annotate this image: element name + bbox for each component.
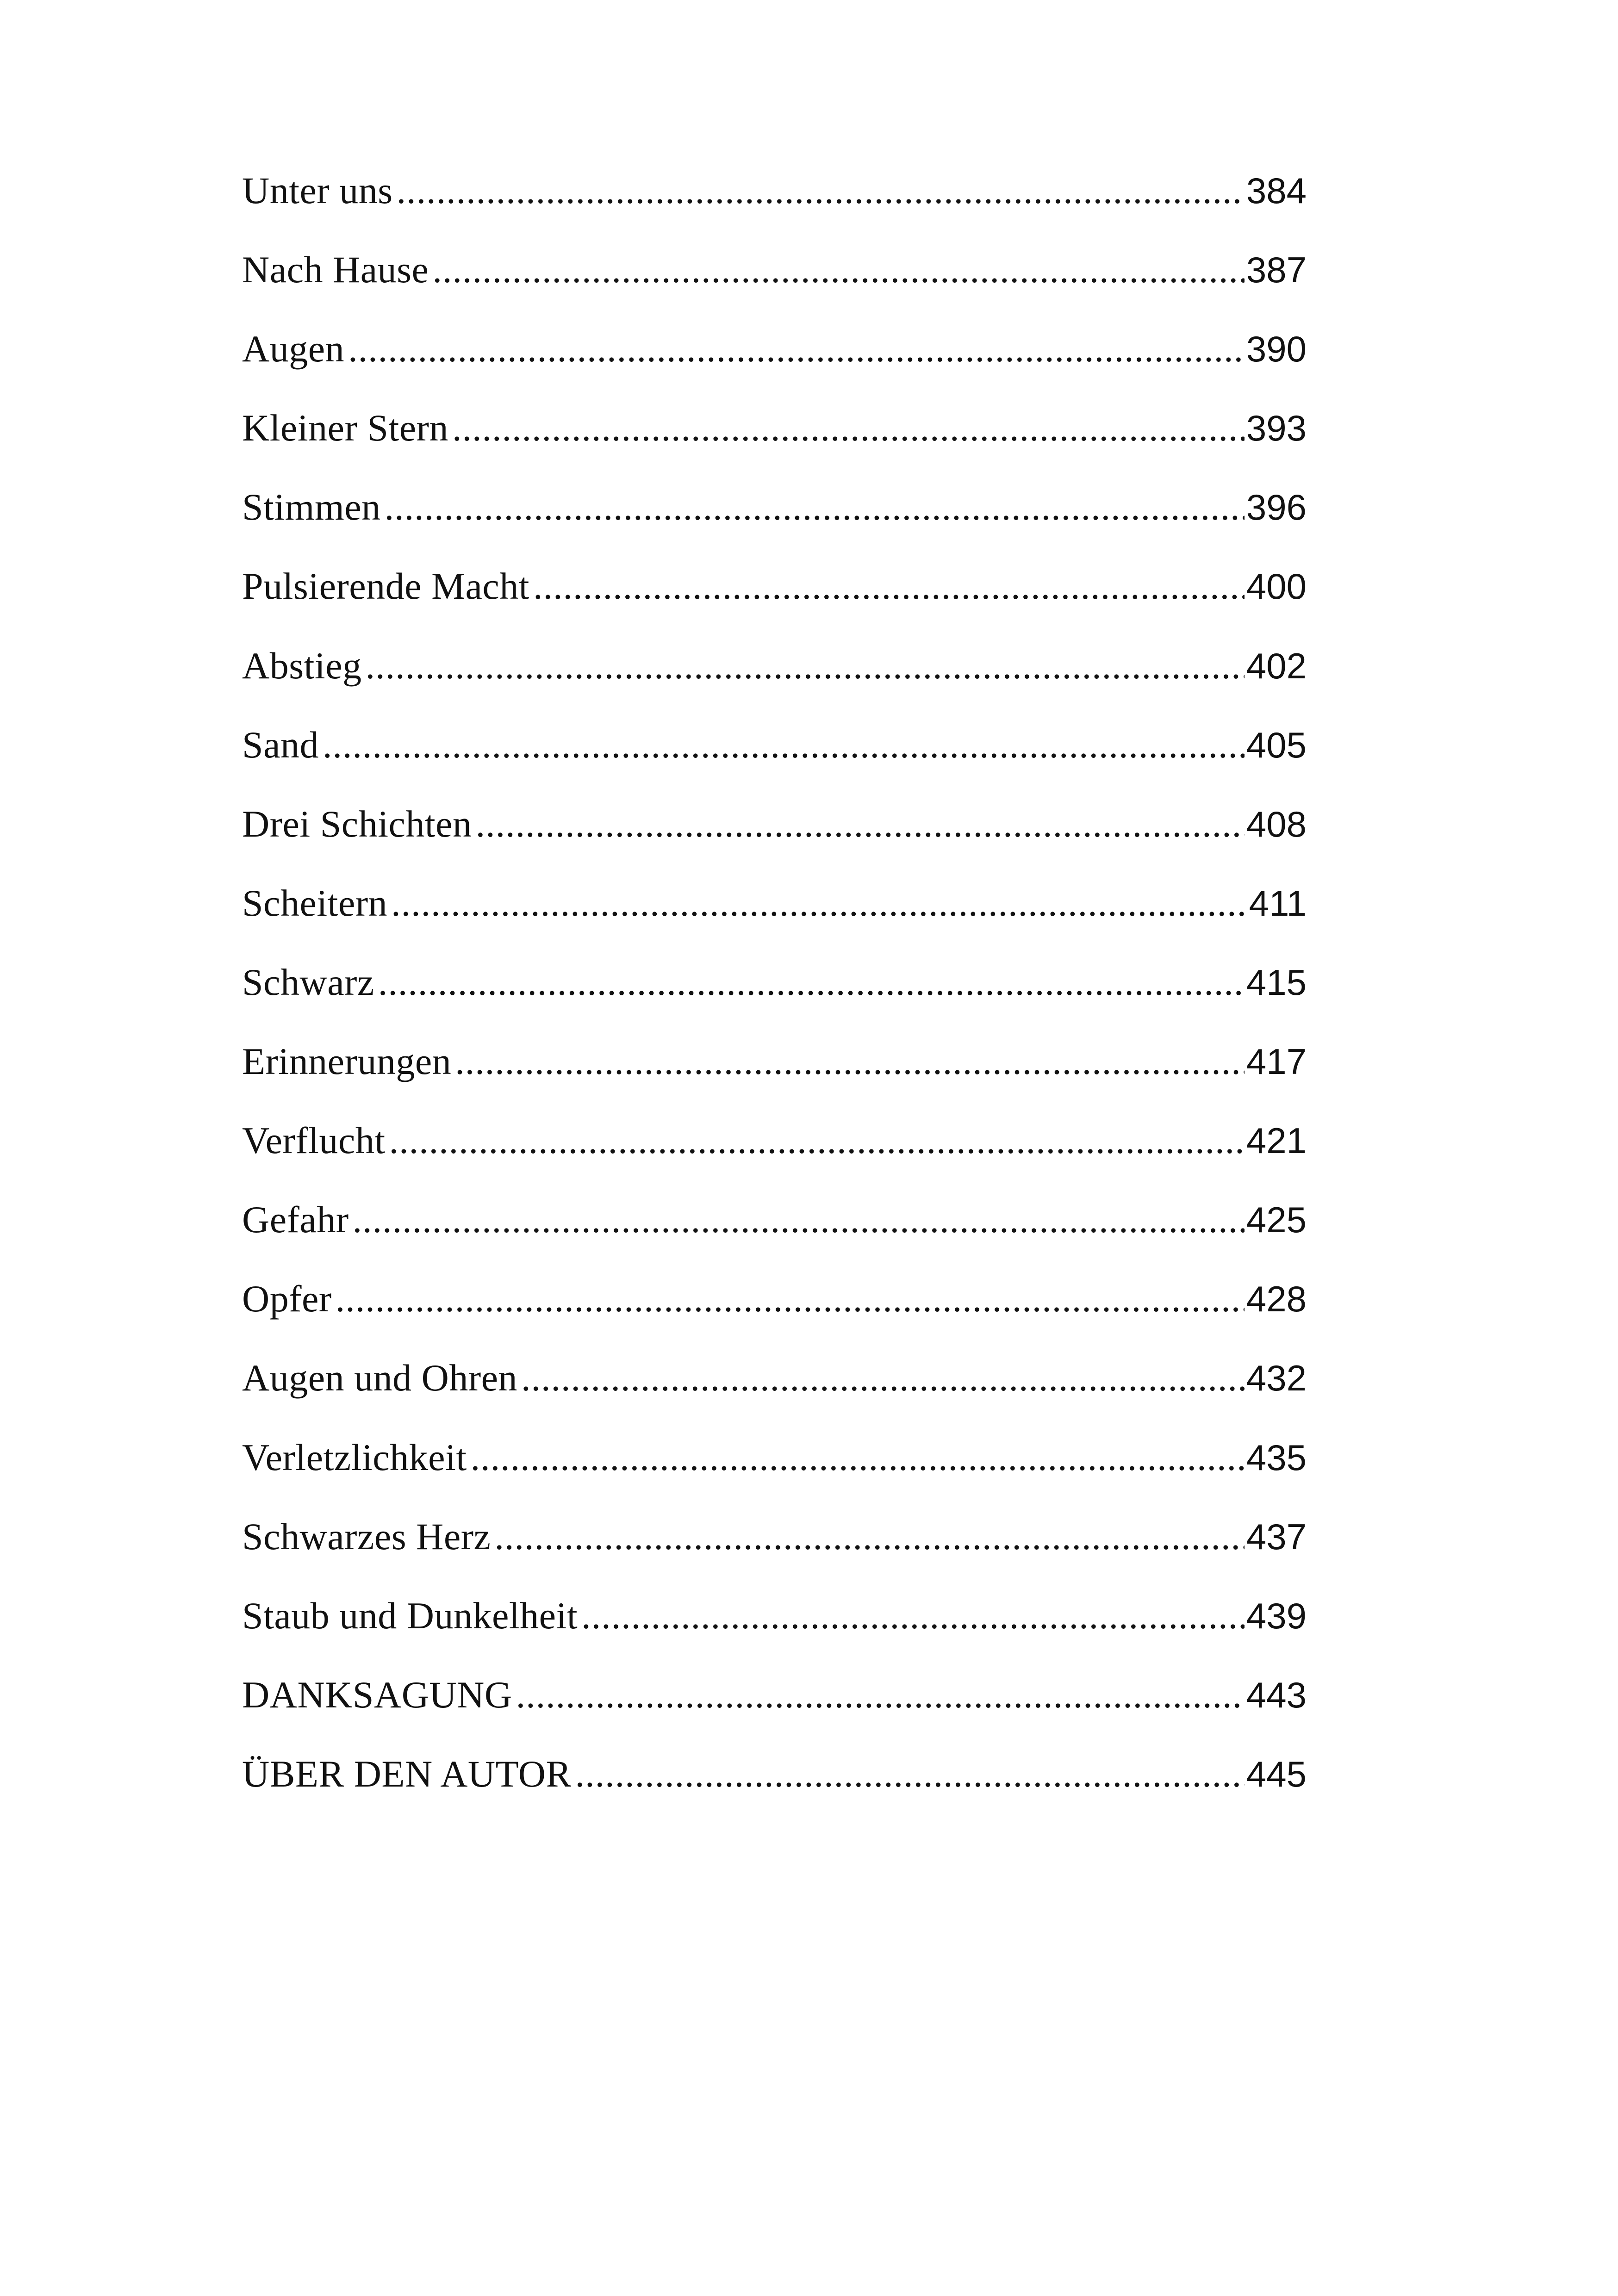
toc-entry-title: Erinnerungen [242,1040,452,1083]
toc-entry[interactable] [242,1277,1307,1356]
toc-entry-title: Schwarzes Herz [242,1515,491,1558]
toc-entry-page-number: 428 [1246,1278,1307,1320]
toc-entry-page-number: 415 [1246,962,1307,1003]
dot-leader [471,1436,1245,1479]
toc-entry-page-number: 439 [1246,1595,1307,1636]
toc-entry-page-number: 417 [1246,1041,1307,1082]
dot-leader [452,406,1245,450]
dot-leader [455,1040,1245,1083]
toc-entry-page-number: 411 [1249,882,1307,924]
toc-entry[interactable] [242,1198,1307,1277]
toc-entry-page-number: 443 [1246,1674,1307,1715]
toc-entry-title: Kleiner Stern [242,407,448,449]
dot-leader [397,169,1245,212]
toc-entry-page-number: 400 [1246,566,1307,607]
toc-entry-title: DANKSAGUNG [242,1673,512,1716]
toc-entry-page-number: 445 [1246,1753,1307,1794]
dot-leader [348,327,1245,371]
toc-entry-page-number: 384 [1246,170,1307,211]
toc-entry-title: Augen und Ohren [242,1357,518,1399]
toc-entry-title: Verletzlichkeit [242,1436,467,1478]
toc-entry-page-number: 435 [1246,1437,1307,1478]
dot-leader [323,723,1245,767]
toc-entry[interactable] [242,1673,1307,1752]
toc-entry-title: Schwarz [242,961,374,1003]
toc-entry[interactable] [242,1356,1307,1435]
table-of-contents [242,169,1307,1831]
toc-entry[interactable] [242,1119,1307,1198]
dot-leader [389,1119,1245,1162]
toc-entry[interactable] [242,485,1307,565]
toc-entry-page-number: 402 [1246,645,1307,686]
dot-leader [516,1673,1245,1717]
toc-entry-page-number: 390 [1246,329,1307,370]
toc-entry-title: Verflucht [242,1119,386,1162]
toc-entry-title: Gefahr [242,1198,349,1241]
toc-entry[interactable] [242,327,1307,406]
toc-entry[interactable] [242,406,1307,485]
dot-leader [366,644,1245,688]
toc-entry[interactable] [242,961,1307,1040]
toc-entry-title: Drei Schichten [242,802,472,845]
toc-entry[interactable] [242,1515,1307,1594]
toc-entry[interactable] [242,1752,1307,1831]
toc-entry-page-number: 396 [1246,487,1307,528]
toc-entry-page-number: 437 [1246,1516,1307,1557]
toc-entry[interactable] [242,169,1307,248]
toc-entry-title: Scheitern [242,881,388,924]
toc-entry-title: Abstieg [242,644,362,687]
toc-entry[interactable] [242,1436,1307,1515]
toc-entry-page-number: 393 [1246,408,1307,449]
dot-leader [432,248,1244,292]
toc-entry[interactable] [242,1594,1307,1673]
toc-entry-page-number: 432 [1246,1358,1307,1399]
dot-leader [476,802,1245,846]
toc-entry-title: Staub und Dunkelheit [242,1594,578,1637]
toc-entry-page-number: 421 [1246,1120,1307,1161]
dot-leader [353,1198,1245,1241]
toc-entry[interactable] [242,248,1307,327]
dot-leader [521,1356,1245,1400]
toc-entry[interactable] [242,802,1307,881]
toc-entry-title: Stimmen [242,486,381,528]
dot-leader [581,1594,1245,1638]
toc-entry-title: Unter uns [242,169,393,211]
toc-entry-title: Augen [242,328,345,370]
dot-leader [575,1752,1245,1796]
toc-entry[interactable] [242,1040,1307,1119]
dot-leader [494,1515,1244,1558]
toc-entry-title: Nach Hause [242,248,429,291]
toc-entry-title: Pulsierende Macht [242,565,530,608]
toc-entry-page-number: 405 [1246,724,1307,765]
toc-entry-page-number: 387 [1246,249,1307,291]
dot-leader [336,1277,1245,1321]
dot-leader [378,961,1245,1004]
toc-entry-page-number: 408 [1246,803,1307,844]
toc-entry[interactable] [242,881,1307,961]
dot-leader [385,485,1245,529]
toc-entry-page-number: 425 [1246,1199,1307,1241]
dot-leader [533,565,1245,608]
toc-entry-title: Opfer [242,1278,332,1320]
toc-entry-title: Sand [242,723,319,766]
toc-entry-title: ÜBER DEN AUTOR [242,1752,572,1795]
toc-entry[interactable] [242,644,1307,723]
toc-entry[interactable] [242,565,1307,644]
dot-leader [391,881,1247,925]
toc-entry[interactable] [242,723,1307,802]
